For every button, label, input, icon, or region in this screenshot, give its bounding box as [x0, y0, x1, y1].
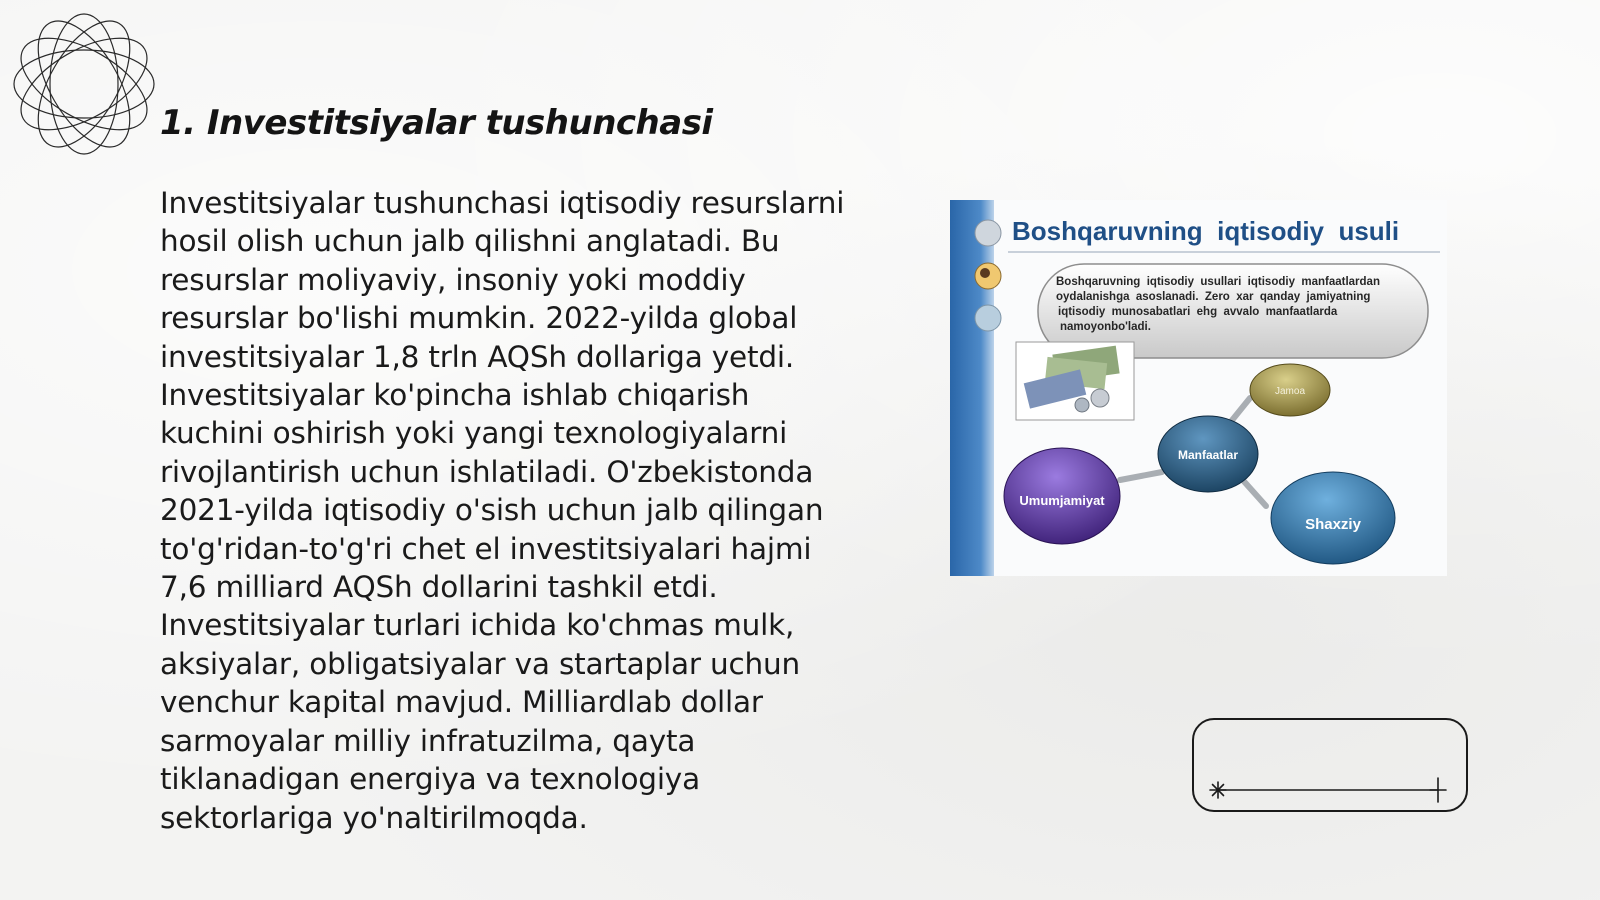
economic-method-diagram-image [950, 200, 1447, 576]
node-jamoa-label: Jamoa [1274, 386, 1306, 397]
node-manfaatlar [1158, 416, 1258, 492]
money-photo [1016, 342, 1134, 420]
diagram-sidebar [950, 200, 994, 576]
body-paragraph: Investitsiyalar tushunchasi iqtisodiy resurslarni hosil olish uchun jalb qilishni anglatadi. Bu resurslar moliyaviy, insoniy yoki moddiy resurslar bo'lishi mumkin. 2022-yilda global investitsiyalar 1,8 trln AQSh dollariga yetdi. Investitsiyalar ko'pincha ishlab chiqarish kuchini oshirish yoki yangi texnologiyalarni rivojlantirish uchun ishlatiladi. O'zbekistonda 2021-yilda iqtisodiy o'sish uchun jalb qilingan to'g'ridan-to'g'ri chet el investitsiyalari hajmi 7,6 milliard AQSh dollarini tashkil etdi. Investitsiyalar turlari ichida ko'chmas mulk, aksiyalar, obligatsiyalar va startaplar uchun venchur kapital mavjud. Milliardlab dollar sarmoyalar milliy infratuzilma, qayta tiklanadigan energiya va texnologiya sektorlariga yo'naltirilmoqda. [160, 186, 845, 835]
node-manfaatlar-label: Manfaatlar [1177, 448, 1239, 462]
orbit-rings-ornament [8, 8, 160, 160]
description-line: iqtisodiy munosabatlari ehg avvalo manfaatlarda [1058, 306, 1338, 318]
sparkle-icon [1210, 782, 1226, 798]
node-umumjamiyat-label: Umumjamiyat [1019, 493, 1105, 508]
description-line: oydalanishga asoslanadi. Zero xar qanday jamiyatning [1056, 291, 1371, 303]
plus-icon [1430, 778, 1446, 802]
caption-box [1192, 718, 1468, 812]
sidebar-icons [975, 220, 1001, 331]
node-umumjamiyat [1004, 448, 1120, 544]
description-line: namoyonbo'ladi. [1060, 321, 1151, 333]
diagram-title: Boshqaruvning iqtisodiy usuli [1012, 216, 1400, 246]
node-jamoa [1250, 364, 1330, 416]
node-shaxsiy [1271, 472, 1395, 564]
description-line: Boshqaruvning iqtisodiy usullari iqtisodiy manfaatlardan [1056, 276, 1380, 288]
slide-title: 1. Investitsiyalar tushunchasi [160, 103, 713, 143]
node-shaxsiy-label: Shaxziy [1305, 516, 1361, 533]
